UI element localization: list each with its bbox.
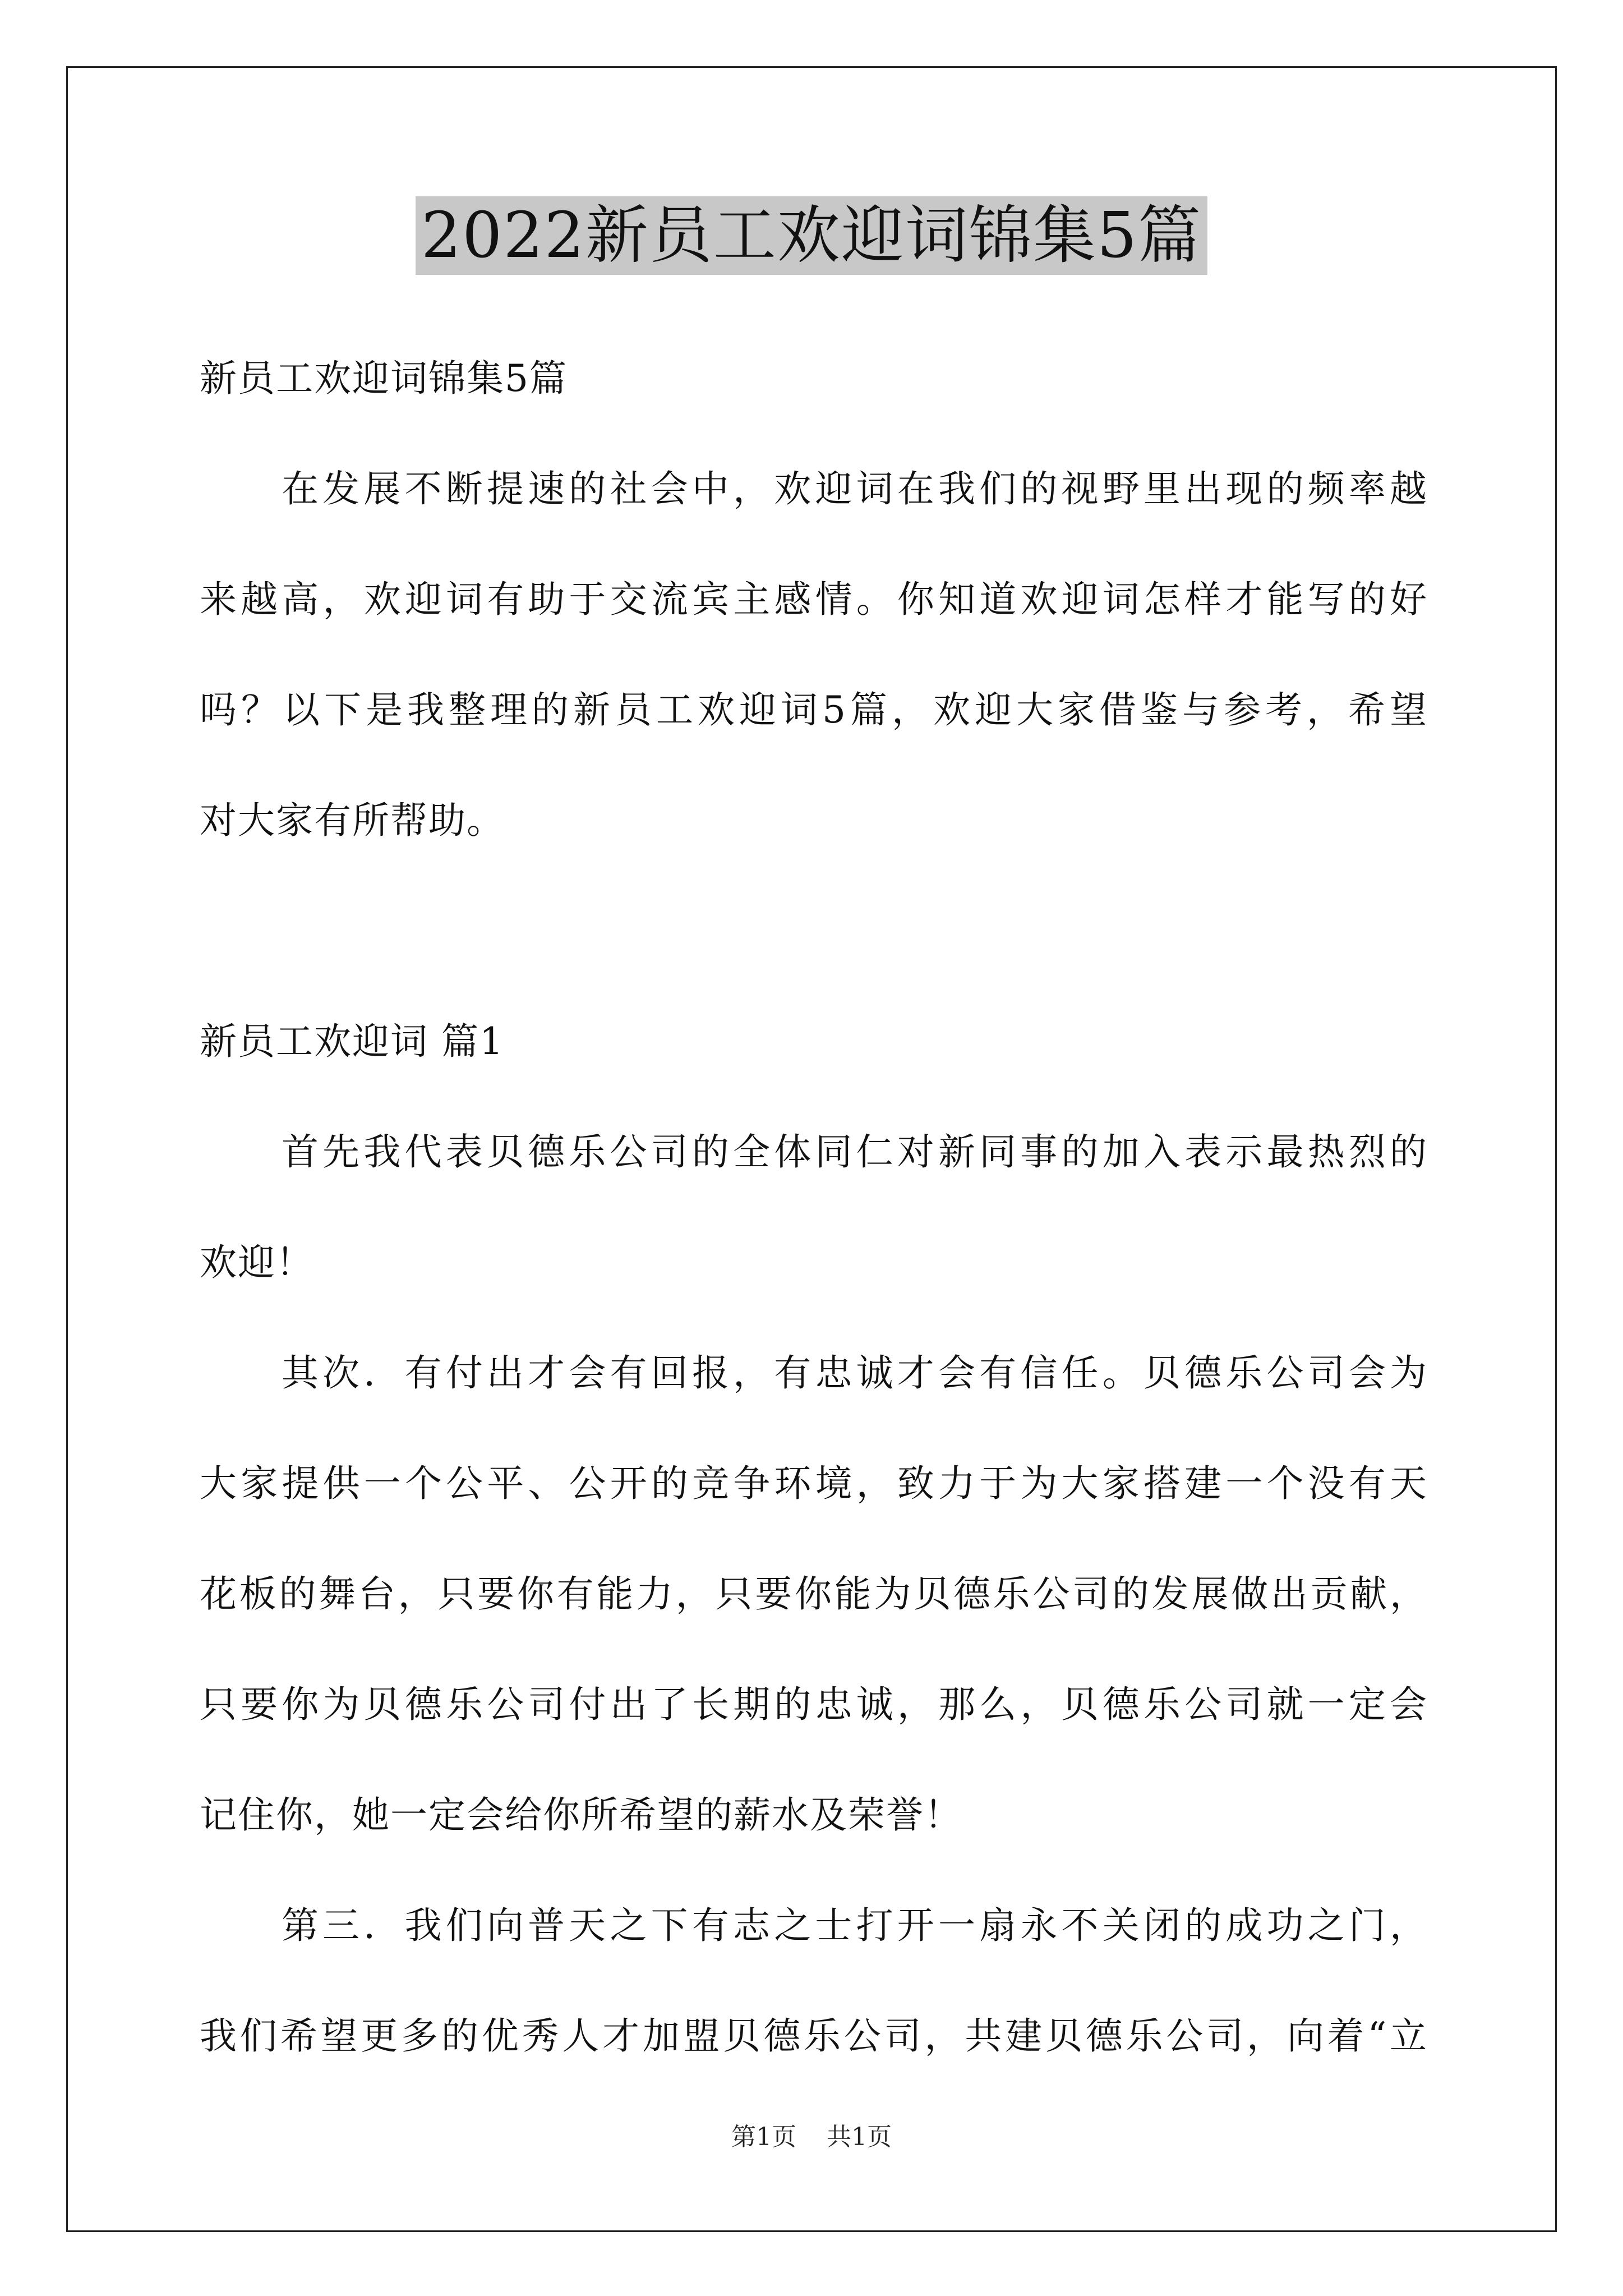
paragraph-line: 只要你为贝德乐公司付出了长期的忠诚，那么，贝德乐公司就一定会 <box>200 1683 1428 1726</box>
title-container <box>0 196 1623 275</box>
page-number: 第1页 <box>731 2123 796 2151</box>
paragraph-line: 首先我代表贝德乐公司的全体同仁对新同事的加入表示最热烈的 <box>282 1130 1428 1174</box>
paragraph-line: 大家提供一个公平、公开的竞争环境，致力于为大家搭建一个没有天 <box>200 1462 1428 1505</box>
paragraph-line: 在发展不断提速的社会中，欢迎词在我们的视野里出现的频率越 <box>282 467 1428 510</box>
page-total: 共1页 <box>827 2123 892 2151</box>
paragraph-line: 欢迎！ <box>200 1241 314 1284</box>
blank-line <box>200 900 1428 1011</box>
paragraph-line: 花板的舞台，只要你有能力，只要你能为贝德乐公司的发展做出贡献， <box>200 1572 1428 1616</box>
paragraph-line: 我们希望更多的优秀人才加盟贝德乐公司，共建贝德乐公司，向着“立 <box>200 2014 1428 2058</box>
paragraph-line: 记住你，她一定会给你所希望的薪水及荣誉！ <box>200 1793 962 1837</box>
subtitle-line: 新员工欢迎词锦集5篇 <box>200 357 568 400</box>
paragraph-line: 对大家有所帮助。 <box>200 799 505 842</box>
paragraph-line: 吗？以下是我整理的新员工欢迎词5篇，欢迎大家借鉴与参考，希望 <box>200 688 1428 731</box>
section-heading: 新员工欢迎词 篇1 <box>200 1020 504 1063</box>
page-footer <box>0 2120 1623 2154</box>
paragraph-line: 其次．有付出才会有回报，有忠诚才会有信任。贝德乐公司会为 <box>282 1351 1428 1395</box>
document-title: 2022新员工欢迎词锦集5篇 <box>416 196 1207 275</box>
paragraph-line: 来越高，欢迎词有助于交流宾主感情。你知道欢迎词怎样才能写的好 <box>200 578 1428 621</box>
paragraph-line: 第三．我们向普天之下有志之士打开一扇永不关闭的成功之门， <box>282 1904 1428 1947</box>
document-body <box>200 348 1428 2116</box>
